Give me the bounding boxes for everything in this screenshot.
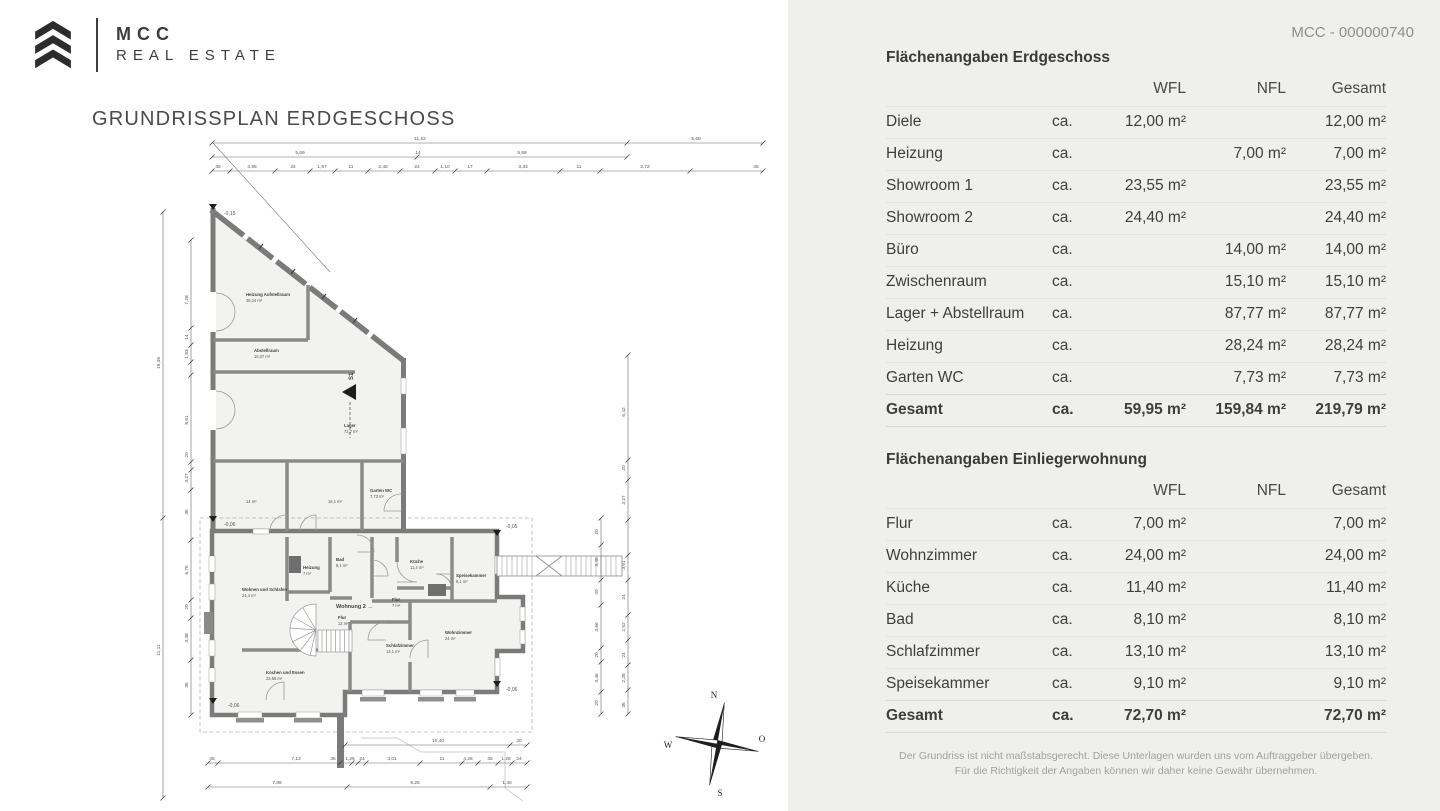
dimension-label: 3,01 xyxy=(387,757,397,762)
compass-letter: O xyxy=(758,734,766,744)
ca-label: ca. xyxy=(1052,177,1073,194)
dimension-label: 3,38 xyxy=(185,633,190,643)
dimension-label: 36 xyxy=(487,757,493,762)
room-name-label: Wohnzimmer xyxy=(445,630,472,635)
table-body xyxy=(886,106,1386,427)
ca-label: ca. xyxy=(1052,273,1073,290)
ca-label: ca. xyxy=(1052,241,1073,258)
compass-rose xyxy=(668,695,765,792)
room-name: Heizung xyxy=(886,145,943,162)
dimension-label: 36 xyxy=(185,682,190,688)
table-row xyxy=(886,508,1386,540)
col-nfl: NFL xyxy=(1256,80,1286,97)
room-name: Heizung xyxy=(886,337,943,354)
room-name-label: Abstellraum xyxy=(254,348,279,353)
dimension-label: 1,26 xyxy=(501,757,511,762)
flue-block xyxy=(289,556,301,573)
room-area-label: 7,73 m² xyxy=(370,494,384,499)
dimension-label: 1,93 xyxy=(185,349,190,359)
dimension-label: 20 xyxy=(516,739,522,744)
room-name-label: Flur xyxy=(338,615,347,620)
wfl-value: 23,55 m² xyxy=(1124,177,1186,194)
dimension-label: 36 xyxy=(209,757,215,762)
room-name: Lager + Abstellraum xyxy=(886,305,1025,322)
dimension-label: 9,76 xyxy=(185,565,190,575)
dimension-label: 1,10 xyxy=(440,165,450,170)
room-name-label: Schlafzimmer xyxy=(386,643,414,648)
dimension-label: 19,46 xyxy=(157,356,162,370)
dimension-label: 3,33 xyxy=(518,165,528,170)
dimension-label: 3,95 xyxy=(247,165,257,170)
room-name: Gesamt xyxy=(886,401,943,418)
room-area-label: 15,1 m² xyxy=(328,499,342,504)
nfl-value: 14,00 m² xyxy=(1224,241,1286,258)
dimension-label: 36 xyxy=(753,165,759,170)
dimension-label: 4,26 xyxy=(463,757,473,762)
gesamt-value: 7,00 m² xyxy=(1333,515,1386,532)
room-area-label: 7 m² xyxy=(303,571,312,576)
ca-label: ca. xyxy=(1052,675,1073,692)
dimension-label: 36 xyxy=(330,757,336,762)
dimension-label: 20 xyxy=(595,700,600,706)
driveway-outline xyxy=(361,738,523,801)
room-name-label: Kochen und Essen xyxy=(266,670,305,675)
ca-label: ca. xyxy=(1052,401,1074,418)
dimension-label: 11,11 xyxy=(157,644,162,656)
room-name: Showroom 2 xyxy=(886,209,974,226)
ca-label: ca. xyxy=(1052,369,1073,386)
dimension-label: 20 xyxy=(622,465,627,471)
document-reference: MCC - 000000740 xyxy=(1291,24,1414,41)
dimension-label: 1,40 xyxy=(502,781,512,786)
col-nfl: NFL xyxy=(1256,482,1286,499)
disclaimer-line: Für die Richtigkeit der Angaben können wir daher keine Gewähr übernehmen. xyxy=(954,765,1318,777)
room-area-label: 12 m² xyxy=(338,621,349,626)
dimension-label: 9,26 xyxy=(410,781,420,786)
gesamt-value: 8,10 m² xyxy=(1333,611,1386,628)
level-label: -0,06 xyxy=(228,703,240,709)
room-area-label: 13,1 m² xyxy=(386,649,400,654)
gesamt-value: 87,77 m² xyxy=(1324,305,1386,322)
col-gesamt: Gesamt xyxy=(1331,482,1386,499)
gesamt-value: 11,40 m² xyxy=(1325,579,1386,596)
room-area-label: 8,1 m² xyxy=(336,563,348,568)
dimension-label: 2,72 xyxy=(640,165,650,170)
section-label: S1 xyxy=(349,372,355,380)
disclaimer-line: Der Grundriss ist nicht maßstabsgerecht. Diese Unterlagen wurden uns vom Auftraggeber übergeben. xyxy=(899,750,1373,762)
room-name: Bad xyxy=(886,611,914,628)
room-name-label: Heizung Aufstellraum xyxy=(246,292,291,297)
dimension-label: 14 xyxy=(415,151,421,156)
dimension-label: 6,42 xyxy=(622,407,627,417)
col-wfl: WFL xyxy=(1153,80,1186,97)
dimension-label: 11,52 xyxy=(414,137,426,142)
table-header-row xyxy=(886,67,1386,106)
room-name: Zwischenraum xyxy=(886,273,987,290)
dimension-label: 24 xyxy=(414,165,420,170)
dimension-label: 11 xyxy=(348,165,354,170)
dimension-label: 14 xyxy=(185,334,190,340)
room-name: Büro xyxy=(886,241,919,258)
gesamt-value: 24,40 m² xyxy=(1324,209,1386,226)
ca-label: ca. xyxy=(1052,305,1073,322)
gesamt-value: 219,79 m² xyxy=(1315,401,1386,418)
dimension-label: 11 xyxy=(576,165,582,170)
dimension-label: 5,60 xyxy=(691,137,701,142)
disclaimer xyxy=(886,749,1386,779)
dimension-label: 2,48 xyxy=(378,165,388,170)
wfl-value: 12,00 m² xyxy=(1124,113,1186,130)
radiator-block xyxy=(428,584,446,596)
room-name: Diele xyxy=(886,113,922,130)
gesamt-value: 15,10 m² xyxy=(1324,273,1386,290)
room-name-label: Garten WC xyxy=(370,488,393,493)
wfl-value: 72,70 m² xyxy=(1123,707,1186,724)
dimension-label: 24 xyxy=(622,652,627,658)
gesamt-value: 12,00 m² xyxy=(1324,113,1386,130)
dimension-label: 36 xyxy=(622,702,627,708)
level-label: -0,06 xyxy=(506,687,518,693)
chimney xyxy=(204,612,213,634)
gesamt-value: 28,24 m² xyxy=(1324,337,1386,354)
table-row xyxy=(886,604,1386,636)
table-row xyxy=(886,202,1386,234)
dimension-label: 24 xyxy=(359,757,365,762)
dimension-label: 2,28 xyxy=(622,673,627,683)
room-name: Garten WC xyxy=(886,369,964,386)
wfl-value: 7,00 m² xyxy=(1133,515,1186,532)
dimension-label: 20 xyxy=(595,529,600,535)
room-name-label: Wohnen und Schlafen xyxy=(242,587,288,592)
table-row xyxy=(886,234,1386,266)
dimension-label: 24 xyxy=(516,757,522,762)
room-area-label: 9,1 m² xyxy=(456,579,468,584)
nfl-value: 15,10 m² xyxy=(1224,273,1286,290)
room-area-label: 24,4 m² xyxy=(242,593,256,598)
nfl-value: 7,00 m² xyxy=(1233,145,1286,162)
table-row xyxy=(886,362,1386,394)
area-summary-panel xyxy=(788,0,1440,811)
level-label: -0,05 xyxy=(506,524,518,530)
room-area-label: 23,55 m² xyxy=(266,676,283,681)
dimension-label: 7,28 xyxy=(185,295,190,305)
wfl-value: 9,10 m² xyxy=(1133,675,1186,692)
col-wfl: WFL xyxy=(1153,482,1186,499)
gesamt-value: 24,00 m² xyxy=(1324,547,1386,564)
gesamt-value: 72,70 m² xyxy=(1323,707,1386,724)
room-name: Gesamt xyxy=(886,707,943,724)
dimension-label: 20 xyxy=(595,652,600,658)
gesamt-value: 23,55 m² xyxy=(1324,177,1386,194)
wfl-value: 11,40 m² xyxy=(1125,579,1186,596)
dimension-label: 1,97 xyxy=(317,165,327,170)
dimension-label: 20 xyxy=(185,604,190,610)
room-name-label: Bad xyxy=(336,557,345,562)
room-name-label: Küche xyxy=(410,559,424,564)
room-name: Showroom 1 xyxy=(886,177,974,194)
dimension-label: 11 xyxy=(439,757,445,762)
level-label: -0,15 xyxy=(224,211,236,217)
dimension-label: 7,86 xyxy=(272,781,282,786)
dimension-label: 8,61 xyxy=(185,415,190,425)
room-name: Schlafzimmer xyxy=(886,643,980,660)
table-row xyxy=(886,138,1386,170)
table-erdgeschoss xyxy=(886,49,1386,427)
room-area-label: 14 m² xyxy=(246,499,257,504)
garden-wall xyxy=(337,713,344,768)
table-title: Flächenangaben Einliegerwohnung xyxy=(886,451,1147,468)
nfl-value: 7,73 m² xyxy=(1233,369,1286,386)
dimension-label: 7,13 xyxy=(291,757,301,762)
ca-label: ca. xyxy=(1052,209,1073,226)
room-area-label: 15,07 m² xyxy=(254,354,271,359)
nfl-value: 87,77 m² xyxy=(1224,305,1286,322)
ca-label: ca. xyxy=(1052,611,1073,628)
table-row xyxy=(886,700,1386,733)
room-name-label: Lager xyxy=(344,423,356,428)
col-gesamt: Gesamt xyxy=(1331,80,1386,97)
ca-label: ca. xyxy=(1052,643,1073,660)
exterior-stair xyxy=(497,556,622,576)
dimension-label: 3,46 xyxy=(595,557,600,567)
table-header-row xyxy=(886,469,1386,508)
room-area-label: 11,4 m² xyxy=(410,565,424,570)
gesamt-value: 7,00 m² xyxy=(1333,145,1386,162)
dimension-label: 10,40 xyxy=(431,739,445,744)
ca-label: ca. xyxy=(1052,145,1073,162)
room-area-label: 72,7 m² xyxy=(344,429,358,434)
dimension-label: 17 xyxy=(467,165,473,170)
table-row xyxy=(886,170,1386,202)
gesamt-value: 7,73 m² xyxy=(1333,369,1386,386)
dimension-label: 24 xyxy=(290,165,296,170)
ca-label: ca. xyxy=(1052,547,1073,564)
dimension-label: 3,27 xyxy=(185,473,190,483)
room-area-label: 28,24 m² xyxy=(246,298,263,303)
room-name-label: Heizung xyxy=(303,565,320,570)
table-row xyxy=(886,106,1386,138)
ca-label: ca. xyxy=(1052,515,1073,532)
room-name-label: Wohnung 2 → xyxy=(336,604,373,610)
dimension-label: 3,51 xyxy=(622,560,627,570)
table-row xyxy=(886,572,1386,604)
wfl-value: 8,10 m² xyxy=(1133,611,1186,628)
nfl-value: 28,24 m² xyxy=(1224,337,1286,354)
table-body xyxy=(886,508,1386,733)
brand-subtitle: REAL ESTATE xyxy=(116,47,281,64)
dimension-label: 5,69 xyxy=(295,151,305,156)
ca-label: ca. xyxy=(1052,337,1073,354)
dimension-label: 2,52 xyxy=(622,622,627,632)
room-area-label: 7 m² xyxy=(392,603,401,608)
dimension-label: 24 xyxy=(622,594,627,600)
table-row xyxy=(886,636,1386,668)
wfl-value: 24,40 m² xyxy=(1124,209,1186,226)
gesamt-value: 9,10 m² xyxy=(1333,675,1386,692)
dimension-label: 5,68 xyxy=(517,151,527,156)
wfl-value: 24,00 m² xyxy=(1124,547,1186,564)
compass-letter: W xyxy=(663,740,673,750)
dimension-label: 20 xyxy=(185,452,190,458)
dimension-label: 3,66 xyxy=(595,622,600,632)
room-name: Küche xyxy=(886,579,930,596)
dimension-label: 1,26 xyxy=(345,757,355,762)
straight-stair xyxy=(318,630,352,652)
table-row xyxy=(886,540,1386,572)
room-area-label: 24 m² xyxy=(445,636,456,641)
dimension-label: 36 xyxy=(185,509,190,515)
compass-letter: N xyxy=(710,690,718,700)
ca-label: ca. xyxy=(1052,113,1073,130)
dimension-label: 36 xyxy=(215,165,221,170)
table-title: Flächenangaben Erdgeschoss xyxy=(886,49,1110,66)
nfl-value: 159,84 m² xyxy=(1215,401,1286,418)
wfl-value: 13,10 m² xyxy=(1124,643,1186,660)
ca-label: ca. xyxy=(1052,707,1074,724)
room-name: Speisekammer xyxy=(886,675,990,692)
gesamt-value: 14,00 m² xyxy=(1324,241,1386,258)
table-row xyxy=(886,266,1386,298)
ca-label: ca. xyxy=(1052,579,1073,596)
table-row xyxy=(886,330,1386,362)
room-name-label: Speisekammer xyxy=(456,573,487,578)
compass-letter: S xyxy=(717,788,723,798)
dimension-label: 3,46 xyxy=(595,673,600,683)
dimension-label: 20 xyxy=(595,589,600,595)
room-name: Wohnzimmer xyxy=(886,547,978,564)
table-row xyxy=(886,394,1386,427)
level-label: -0,06 xyxy=(224,522,236,528)
room-name: Flur xyxy=(886,515,913,532)
page-title: GRUNDRISSPLAN ERDGESCHOSS xyxy=(92,108,456,130)
brand-name: MCC xyxy=(116,24,175,44)
room-name-label: Flur xyxy=(392,597,401,602)
table-einliegerwohnung xyxy=(886,451,1386,733)
table-row xyxy=(886,298,1386,330)
dimension-label: 3,27 xyxy=(622,495,627,505)
gesamt-value: 13,10 m² xyxy=(1324,643,1386,660)
table-row xyxy=(886,668,1386,700)
wfl-value: 59,95 m² xyxy=(1123,401,1186,418)
